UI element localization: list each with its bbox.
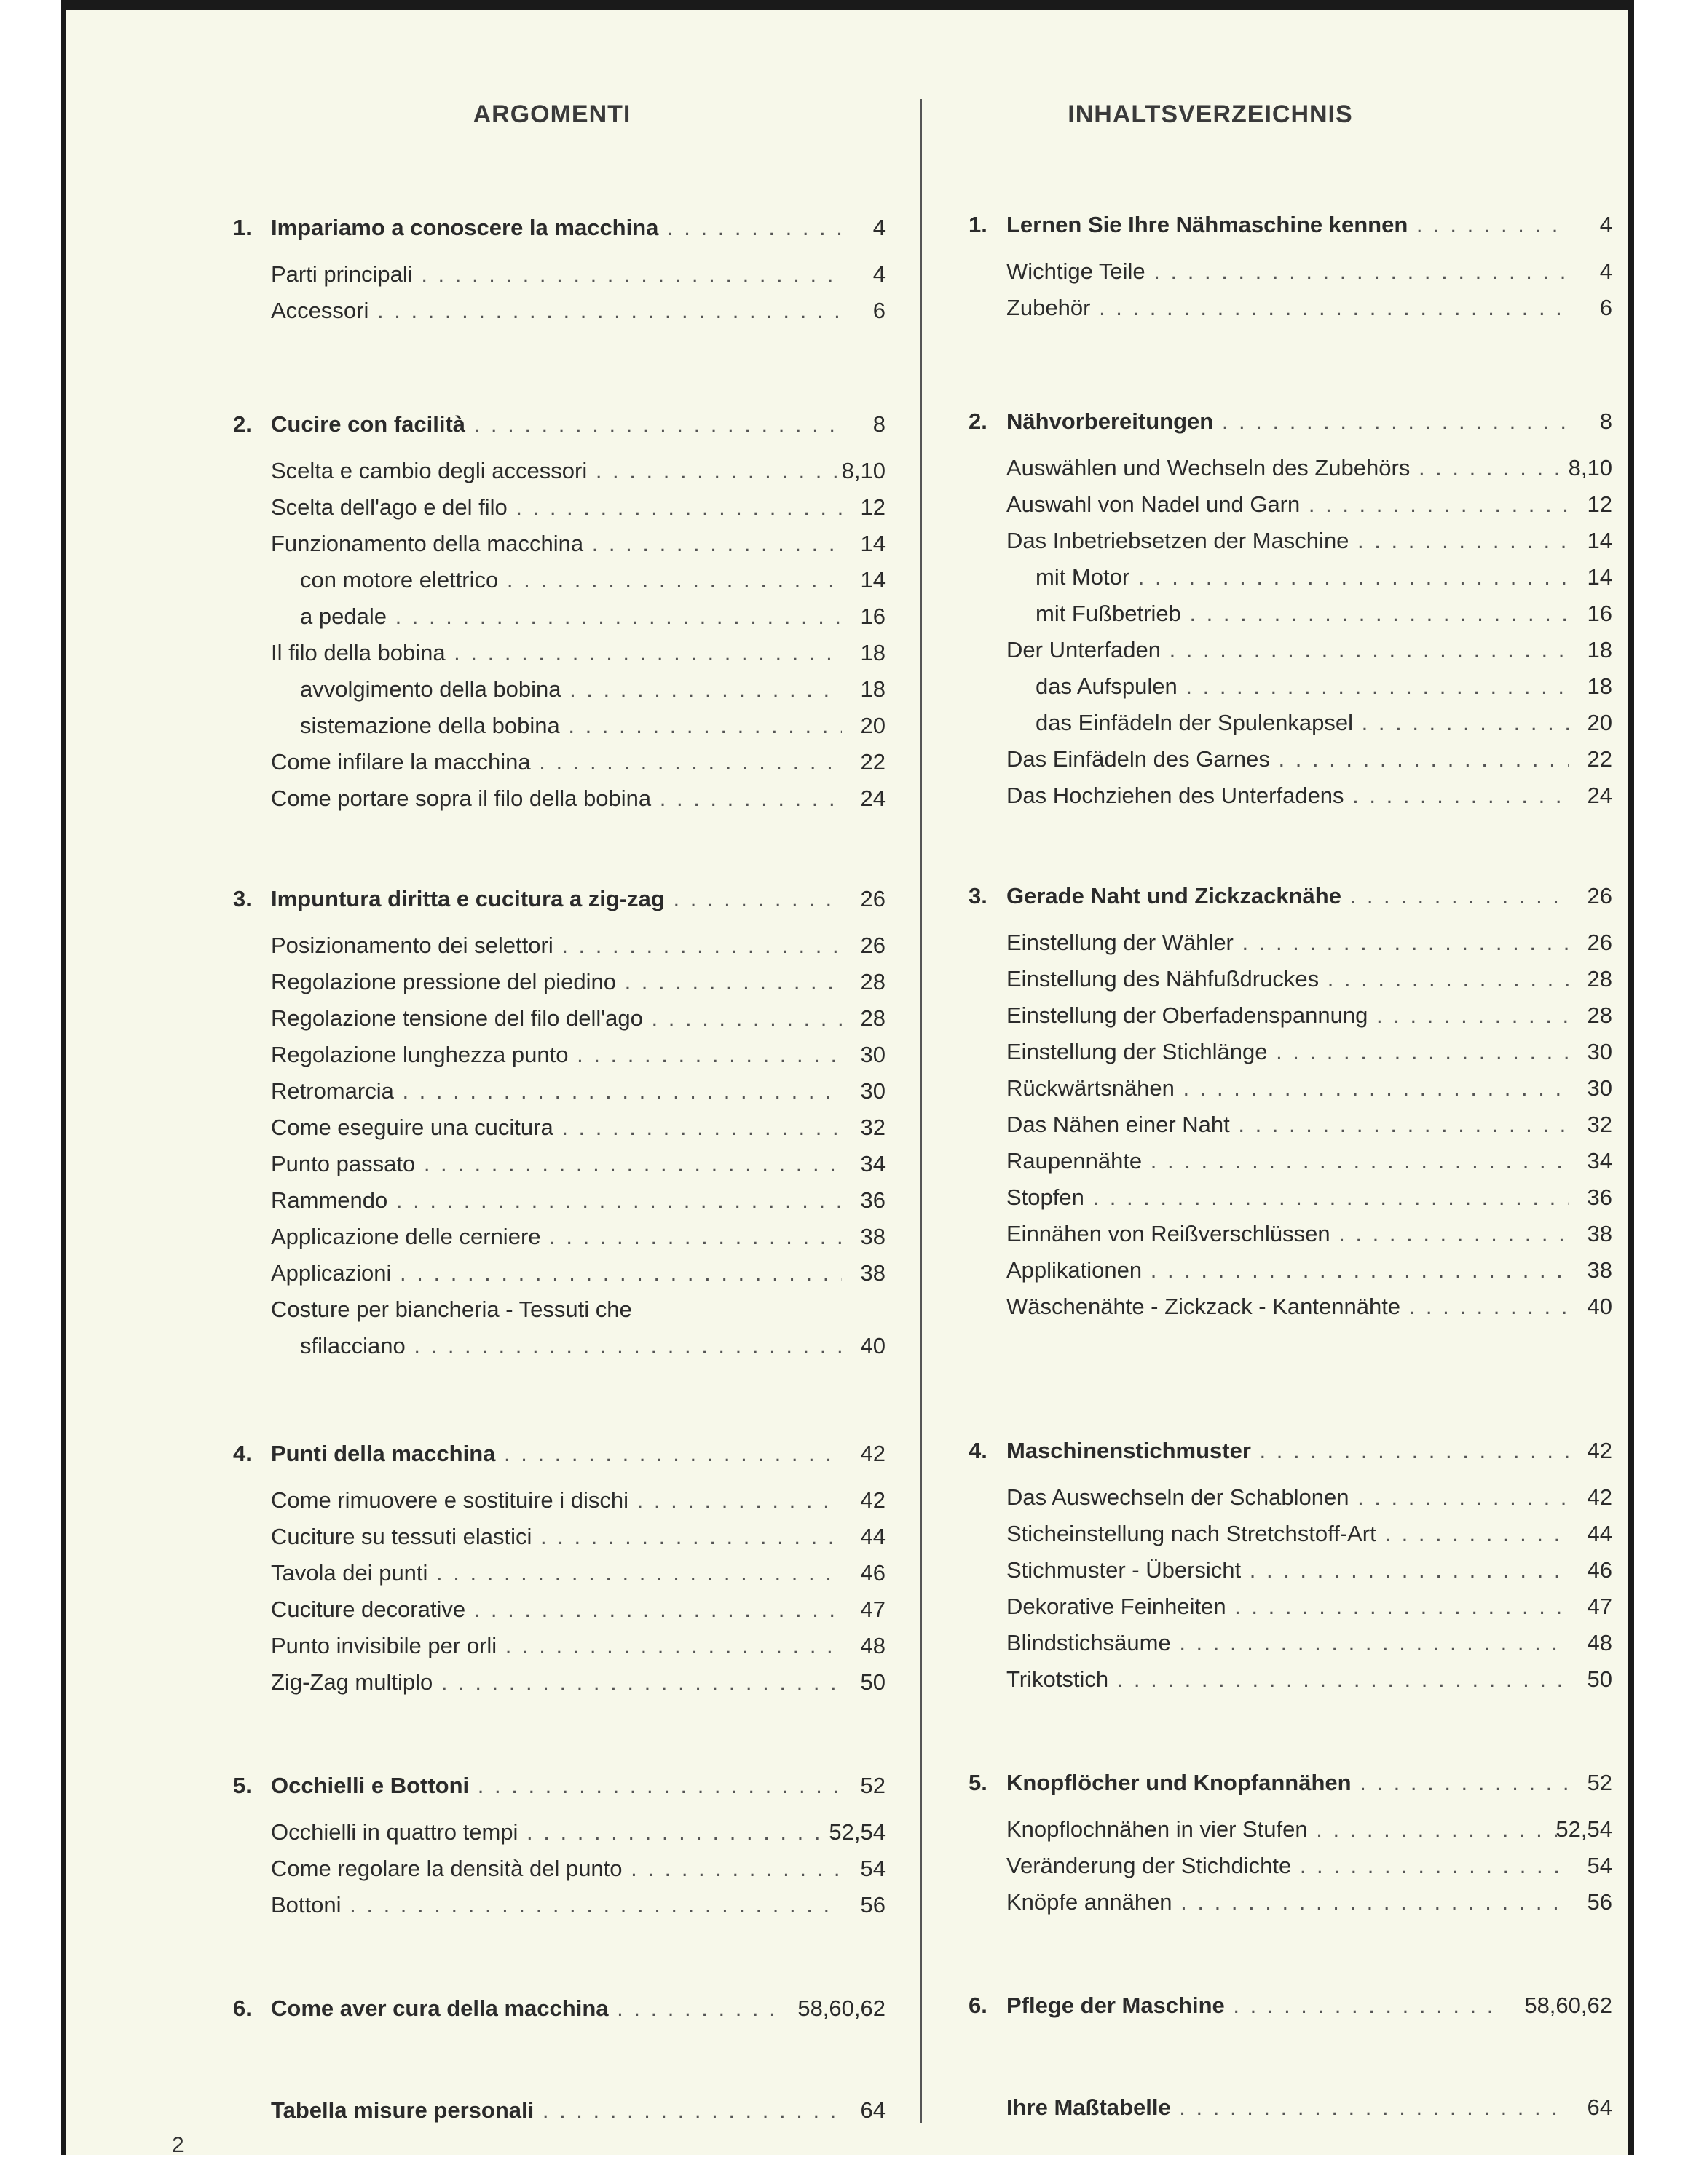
page-ref: 28	[1587, 1002, 1612, 1028]
toc-entry: Einstellung der Oberfadenspannung . . .	[1006, 997, 1569, 1034]
toc-entry: Come eseguire una cucitura . . .	[271, 1109, 842, 1146]
section-title: Nähvorbereitungen . . .	[1006, 403, 1569, 440]
page-ref: 22	[1587, 746, 1612, 772]
toc-entry: Raupennähte . . .	[1006, 1143, 1569, 1179]
toc-entry: Posizionamento dei selettori . . .	[271, 927, 842, 964]
toc-section-6	[233, 1990, 886, 2037]
page-ref: 4	[1599, 258, 1612, 284]
page-ref: 16	[860, 604, 886, 629]
page-ref: 12	[860, 494, 886, 520]
toc-entry: Stopfen . . .	[1006, 1179, 1569, 1216]
section-title: Cucire con facilità . . .	[271, 406, 842, 443]
section-title: Occhielli e Bottoni . . .	[271, 1768, 842, 1804]
page-ref: 47	[860, 1597, 886, 1622]
page-ref: 26	[1587, 883, 1612, 909]
toc-section-2	[233, 406, 886, 817]
page-ref: 8,10	[841, 458, 886, 483]
section-title: Knopflöcher und Knopfannähen . . .	[1006, 1765, 1569, 1801]
toc-entry: Knöpfe annähen . . .	[1006, 1884, 1569, 1920]
toc-entry: Punto invisibile per orli . . .	[271, 1628, 842, 1664]
toc-entry: Come regolare la densità del punto . . .	[271, 1851, 842, 1887]
page-ref: 4	[1599, 212, 1612, 237]
toc-entry: Parti principali . . .	[271, 256, 842, 293]
page-ref: 46	[1587, 1557, 1612, 1583]
scan-edge-top	[61, 0, 1633, 10]
toc-section-1	[969, 207, 1612, 326]
toc-section-3	[969, 878, 1612, 1325]
section-title: Come aver cura della macchina . . .	[271, 1990, 776, 2027]
toc-subentry: avvolgimento della bobina . . .	[300, 671, 842, 708]
document-page	[66, 10, 1628, 2155]
page-ref: 26	[860, 886, 886, 911]
toc-entry: Der Unterfaden . . .	[1006, 632, 1569, 668]
section-title: Tabella misure personali . . .	[271, 2092, 842, 2129]
toc-section-4	[233, 1436, 886, 1701]
page-ref: 30	[860, 1042, 886, 1067]
page-ref: 64	[1587, 2094, 1612, 2120]
page-ref: 28	[860, 969, 886, 994]
toc-entry: Applikationen . . .	[1006, 1252, 1569, 1289]
toc-entry: Regolazione tensione del filo dell'ago . . .	[271, 1000, 842, 1037]
page-ref: 50	[1587, 1666, 1612, 1692]
page-ref: 20	[1587, 710, 1612, 735]
page-ref: 18	[860, 676, 886, 702]
page-ref: 52,54	[1555, 1816, 1612, 1842]
toc-subentry: mit Motor . . .	[1036, 559, 1569, 596]
toc-entry: Das Nähen einer Naht . . .	[1006, 1107, 1569, 1143]
page-ref: 38	[1587, 1221, 1612, 1246]
toc-section-4	[969, 1433, 1612, 1698]
toc-section-measurements	[969, 2089, 1612, 2136]
page-ref: 20	[860, 713, 886, 738]
page-ref: 8	[1599, 408, 1612, 434]
column-divider	[920, 99, 922, 2123]
page-ref: 18	[860, 640, 886, 665]
page-ref: 18	[1587, 637, 1612, 662]
page-ref: 47	[1587, 1594, 1612, 1619]
toc-entry: Come rimuovere e sostituire i dischi . . .	[271, 1482, 842, 1519]
toc-entry: Einstellung des Nähfußdruckes . . .	[1006, 961, 1569, 997]
page-ref: 24	[1587, 783, 1612, 808]
toc-entry: Scelta e cambio degli accessori . . .	[271, 453, 842, 489]
page-ref: 14	[1587, 528, 1612, 553]
page-ref: 32	[860, 1115, 886, 1140]
toc-entry: Einstellung der Stichlänge . . .	[1006, 1034, 1569, 1070]
section-title: Impariamo a conoscere la macchina . . .	[271, 210, 842, 246]
toc-german-title: INHALTSVERZEICHNIS	[1068, 100, 1353, 128]
page-ref: 12	[1587, 491, 1612, 517]
page-ref: 42	[1587, 1438, 1612, 1463]
toc-entry: Accessori . . .	[271, 293, 842, 329]
toc-section-1	[233, 210, 886, 329]
toc-subentry: sfilacciano . . .	[300, 1328, 842, 1364]
toc-entry: Zig-Zag multiplo . . .	[271, 1664, 842, 1701]
toc-subentry: sistemazione della bobina . . .	[300, 708, 842, 744]
section-title: Punti della macchina . . .	[271, 1436, 842, 1472]
toc-entry: Einstellung der Wähler . . .	[1006, 925, 1569, 961]
page-ref: 28	[860, 1005, 886, 1031]
page-ref: 8,10	[1568, 455, 1612, 480]
page-ref: 58,60,62	[797, 1995, 886, 2021]
toc-entry: Retromarcia . . .	[271, 1073, 842, 1109]
toc-subentry: das Aufspulen . . .	[1036, 668, 1569, 705]
toc-entry: Applicazioni . . .	[271, 1255, 842, 1291]
toc-entry: Das Inbetriebsetzen der Maschine . . .	[1006, 523, 1569, 559]
toc-subentry: das Einfädeln der Spulenkapsel . . .	[1036, 705, 1569, 741]
section-number: 5.	[233, 1773, 252, 1798]
section-number: 3.	[969, 883, 987, 909]
section-number: 1.	[233, 215, 252, 240]
toc-entry: Il filo della bobina . . .	[271, 635, 842, 671]
page-ref: 16	[1587, 601, 1612, 626]
toc-section-5	[233, 1768, 886, 1923]
toc-entry: Das Hochziehen des Unterfadens . . .	[1006, 778, 1569, 814]
page-ref: 48	[860, 1633, 886, 1658]
page-ref: 26	[1587, 930, 1612, 955]
page-ref: 36	[860, 1187, 886, 1213]
toc-entry: Cuciture decorative . . .	[271, 1591, 842, 1628]
toc-entry: Stichmuster - Übersicht . . .	[1006, 1552, 1569, 1588]
toc-entry: Auswahl von Nadel und Garn . . .	[1006, 486, 1569, 523]
section-number: 2.	[233, 411, 252, 437]
page-ref: 52	[860, 1773, 886, 1798]
section-number: 4.	[233, 1441, 252, 1466]
section-title: Gerade Naht und Zickzacknähe . . .	[1006, 878, 1569, 914]
toc-entry: Blindstichsäume . . .	[1006, 1625, 1569, 1661]
toc-entry: Cuciture su tessuti elastici . . .	[271, 1519, 842, 1555]
toc-entry: Come portare sopra il filo della bobina . . .	[271, 780, 842, 817]
page-ref: 4	[872, 261, 886, 287]
page-number: 2	[172, 2133, 184, 2157]
page-ref: 58,60,62	[1524, 1993, 1612, 2018]
section-title: Lernen Sie Ihre Nähmaschine kennen . . .	[1006, 207, 1569, 243]
page-ref: 14	[1587, 564, 1612, 590]
page-ref: 34	[1587, 1148, 1612, 1174]
page-ref: 6	[1599, 295, 1612, 320]
page-ref: 42	[860, 1487, 886, 1513]
page-ref: 30	[1587, 1075, 1612, 1101]
page-ref: 48	[1587, 1630, 1612, 1655]
page-ref: 14	[860, 567, 886, 593]
section-number: 2.	[969, 408, 987, 434]
toc-section-6	[969, 1987, 1612, 2034]
toc-section-5	[969, 1765, 1612, 1920]
page-ref: 40	[860, 1333, 886, 1358]
page-ref: 38	[860, 1260, 886, 1286]
page-ref: 28	[1587, 966, 1612, 992]
page-ref: 42	[860, 1441, 886, 1466]
page-ref: 36	[1587, 1184, 1612, 1210]
toc-subentry: mit Fußbetrieb . . .	[1036, 596, 1569, 632]
page-ref: 34	[860, 1151, 886, 1176]
toc-entry: Regolazione lunghezza punto . . .	[271, 1037, 842, 1073]
toc-entry: Veränderung der Stichdichte . . .	[1006, 1848, 1569, 1884]
section-number: 4.	[969, 1438, 987, 1463]
section-number: 6.	[233, 1995, 252, 2021]
toc-entry: Come infilare la macchina . . .	[271, 744, 842, 780]
toc-entry: Applicazione delle cerniere . . .	[271, 1219, 842, 1255]
toc-subentry: con motore elettrico . . .	[300, 562, 842, 598]
toc-entry: Funzionamento della macchina . . .	[271, 526, 842, 562]
page-ref: 40	[1587, 1294, 1612, 1319]
toc-entry: Wäschenähte - Zickzack - Kantennähte . . .	[1006, 1289, 1569, 1325]
toc-entry: Sticheinstellung nach Stretchstoff-Art . . .	[1006, 1516, 1569, 1552]
toc-entry: Trikotstich . . .	[1006, 1661, 1569, 1698]
toc-entry: Das Einfädeln des Garnes . . .	[1006, 741, 1569, 778]
page-ref: 42	[1587, 1484, 1612, 1510]
page-ref: 24	[860, 786, 886, 811]
toc-section-3	[233, 881, 886, 1364]
section-title: Impuntura diritta e cucitura a zig-zag . . .	[271, 881, 842, 917]
toc-entry: Wichtige Teile . . .	[1006, 253, 1569, 290]
toc-section-measurements	[233, 2092, 886, 2139]
section-title: Ihre Maßtabelle . . .	[1006, 2089, 1569, 2126]
toc-entry: Einnähen von Reißverschlüssen . . .	[1006, 1216, 1569, 1252]
page-ref: 46	[860, 1560, 886, 1586]
page-ref: 44	[1587, 1521, 1612, 1546]
page-ref: 38	[860, 1224, 886, 1249]
page-ref: 56	[860, 1892, 886, 1918]
page-ref: 52,54	[829, 1819, 886, 1845]
page-ref: 54	[1587, 1853, 1612, 1878]
page-ref: 32	[1587, 1112, 1612, 1137]
toc-entry: Zubehör . . .	[1006, 290, 1569, 326]
page-ref: 26	[860, 933, 886, 958]
toc-italian-title: ARGOMENTI	[473, 100, 631, 128]
page-ref: 30	[1587, 1039, 1612, 1064]
page-ref: 18	[1587, 673, 1612, 699]
section-number: 3.	[233, 886, 252, 911]
page-ref: 30	[860, 1078, 886, 1104]
section-number: 6.	[969, 1993, 987, 2018]
toc-entry: Auswählen und Wechseln des Zubehörs . . .	[1006, 450, 1569, 486]
page-ref: 6	[872, 298, 886, 323]
page-ref: 4	[872, 215, 886, 240]
page-ref: 54	[860, 1856, 886, 1881]
page-ref: 38	[1587, 1257, 1612, 1283]
page-ref: 8	[872, 411, 886, 437]
toc-entry: Punto passato . . .	[271, 1146, 842, 1182]
toc-entry: Dekorative Feinheiten . . .	[1006, 1588, 1569, 1625]
toc-entry: Bottoni . . .	[271, 1887, 842, 1923]
page-ref: 14	[860, 531, 886, 556]
page-ref: 22	[860, 749, 886, 775]
page-ref: 44	[860, 1524, 886, 1549]
section-title: Pflege der Maschine . . .	[1006, 1987, 1503, 2024]
toc-entry: Regolazione pressione del piedino . . .	[271, 964, 842, 1000]
toc-section-2	[969, 403, 1612, 814]
section-number: 1.	[969, 212, 987, 237]
toc-entry: Tavola dei punti . . .	[271, 1555, 842, 1591]
page-ref: 50	[860, 1669, 886, 1695]
toc-entry: Das Auswechseln der Schablonen . . .	[1006, 1479, 1569, 1516]
toc-subentry: a pedale . . .	[300, 598, 842, 635]
toc-entry: Rammendo . . .	[271, 1182, 842, 1219]
scan-edge-right	[1628, 0, 1634, 2155]
toc-entry: Occhielli in quattro tempi . . .	[271, 1814, 842, 1851]
page-ref: 64	[860, 2097, 886, 2123]
toc-entry: Scelta dell'ago e del filo . . .	[271, 489, 842, 526]
section-title: Maschinenstichmuster . . .	[1006, 1433, 1569, 1469]
page-ref: 52	[1587, 1770, 1612, 1795]
toc-entry: Costure per biancheria - Tessuti che	[271, 1297, 632, 1322]
section-number: 5.	[969, 1770, 987, 1795]
page-ref: 56	[1587, 1889, 1612, 1915]
toc-entry: Knopflochnähen in vier Stufen . . .	[1006, 1811, 1569, 1848]
toc-entry: Rückwärtsnähen . . .	[1006, 1070, 1569, 1107]
